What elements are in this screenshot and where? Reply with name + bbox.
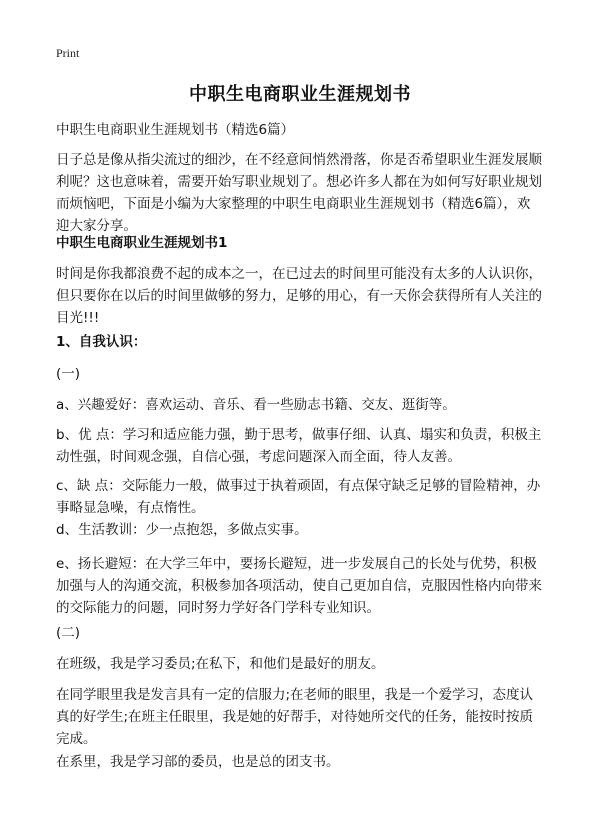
item-c-weaknesses: c、缺 点：交际能力一般，做事过于执着顽固，有点保守缺乏足够的冒险精神，办 事略显急噪，有点惰性。 [56, 478, 541, 516]
subsection-one-label: (一) [56, 366, 81, 382]
classmates-paragraph: 在同学眼里我是发言具有一定的信服力;在老师的眼里，我是一个爱学习，态度认 真的好学生;在班主任眼里，我是她的好帮手，对待她所交代的任务，能按时按质 完成。 [56, 687, 534, 747]
self-awareness-heading: 1、自我认识： [56, 334, 147, 350]
time-paragraph: 时间是你我都浪费不起的成本之一，在已过去的时间里可能没有太多的人认识你， 但只要你在以后的时间里做够的努力，足够的用心，有一天你会获得所有人关注的 目光!!! [56, 266, 542, 326]
item-e-strategy: e、扬长避短：在大学三年中，要扬长避短，进一步发展自己的长处与优势，积极 加强与人的沟通交流，积极参加各项活动，使自己更加自信，克服因性格内向带来 的交际能力的问题，同时努力学好各门学科专业知识。 [56, 556, 542, 616]
class-paragraph: 在班级，我是学习委员;在私下，和他们是最好的朋友。 [56, 656, 385, 672]
section-heading-1: 中职生电商职业生涯规划书1 [56, 235, 228, 251]
print-label[interactable]: Print [56, 46, 80, 60]
subtitle: 中职生电商职业生涯规划书（精选6篇） [56, 122, 295, 138]
item-a-interests: a、兴趣爱好：喜欢运动、音乐、看一些励志书籍、交友、逛街等。 [56, 397, 456, 413]
subsection-two-label: (二) [56, 625, 81, 641]
page-title: 中职生电商职业生涯规划书 [189, 84, 411, 105]
intro-paragraph: 日子总是像从指尖流过的细沙，在不经意间悄然滑落，你是否希望职业生涯发展顺 利呢？这也意味着，需要开始写职业规划了。想必许多人都在为如何写好职业规划 而烦恼吧，下面是小编为大家整理的中职生电商职业生涯规划书（精选6篇），欢 迎大家分享。 [56, 152, 542, 234]
item-b-strengths: b、优 点：学习和适应能力强，勤于思考，做事仔细、认真、塌实和负责，积极主 动性强，时间观念强，自信心强，考虑问题深入而全面，待人友善。 [56, 427, 542, 465]
department-paragraph: 在系里，我是学习部的委员，也是总的团支书。 [56, 754, 340, 770]
item-d-lesson: d、生活教训：少一点抱怨，多做点实事。 [56, 522, 308, 538]
